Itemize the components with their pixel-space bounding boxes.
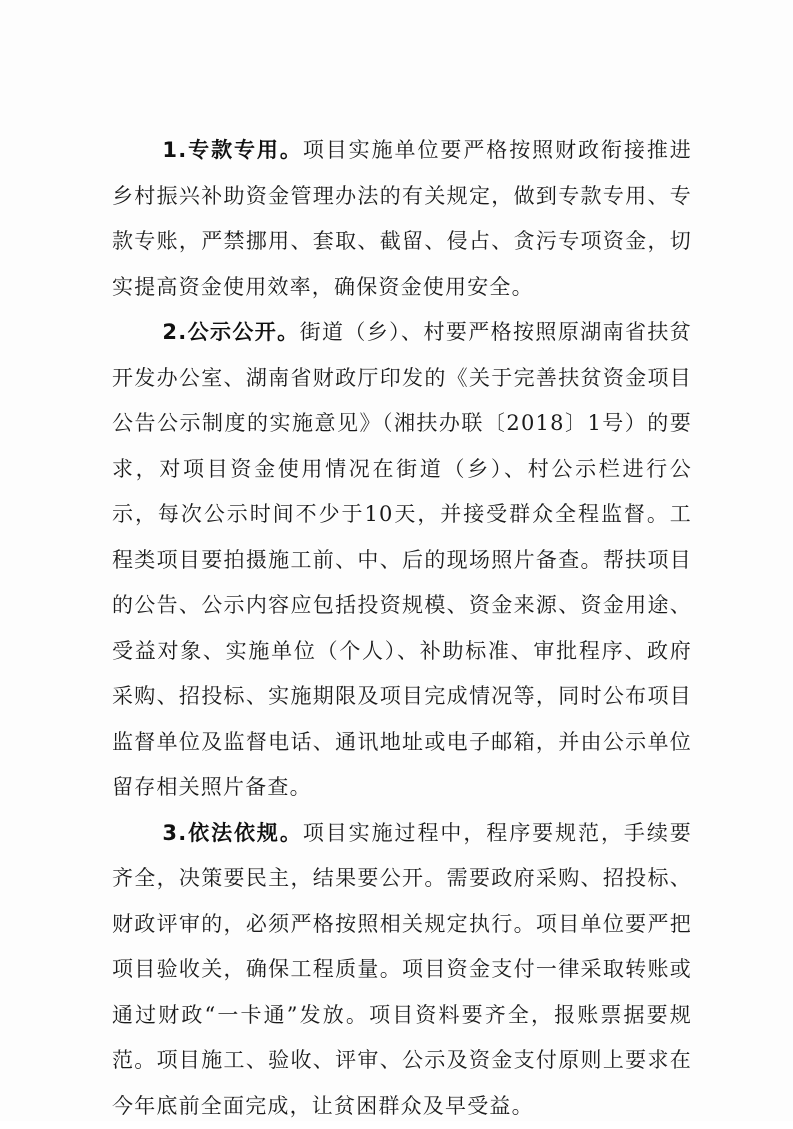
paragraph-3 xyxy=(112,811,692,1129)
document-body xyxy=(112,128,692,1129)
paragraph-2 xyxy=(112,310,692,811)
paragraph-2-heading: 公示公开。 xyxy=(187,320,299,344)
paragraph-3-number: 3. xyxy=(162,821,187,845)
paragraph-1-number: 1. xyxy=(162,138,187,162)
paragraph-3-heading: 依法依规。 xyxy=(187,821,302,845)
paragraph-2-number: 2. xyxy=(162,320,187,344)
paragraph-1 xyxy=(112,128,692,310)
paragraph-2-text: 街道（乡）、村要严格按照原湖南省扶贫开发办公室、湖南省财政厅印发的《关于完善扶贫资金项目公告公示制度的实施意见》（湘扶办联〔2018〕1号）的要求，对项目资金使用情况在街道（乡）、村公示栏进行公示，每次公示时间不少于10天，并接受群众全程监督。工程类项目要拍摄施工前、中、后的现场照片备查。帮扶项目的公告、公示内容应包括投资规模、资金来源、资金用途、受益对象、实施单位（个人）、补助标准、审批程序、政府采购、招投标、实施期限及项目完成情况等，同时公布项目监督单位及监督电话、通讯地址或电子邮箱，并由公示单位留存相关照片备查。 xyxy=(112,320,692,799)
paragraph-3-text: 项目实施过程中，程序要规范，手续要齐全，决策要民主，结果要公开。需要政府采购、招投标、财政评审的，必须严格按照相关规定执行。项目单位要严把项目验收关，确保工程质量。项目资金支付一律采取转账或通过财政“一卡通”发放。项目资料要齐全，报账票据要规范。项目施工、验收、评审、公示及资金支付原则上要求在今年底前全面完成，让贫困群众及早受益。 xyxy=(112,821,692,1118)
paragraph-1-text: 项目实施单位要严格按照财政衔接推进乡村振兴补助资金管理办法的有关规定，做到专款专用、专款专账，严禁挪用、套取、截留、侵占、贪污专项资金，切实提高资金使用效率，确保资金使用安全。 xyxy=(112,138,692,299)
paragraph-1-heading: 专款专用。 xyxy=(187,138,302,162)
